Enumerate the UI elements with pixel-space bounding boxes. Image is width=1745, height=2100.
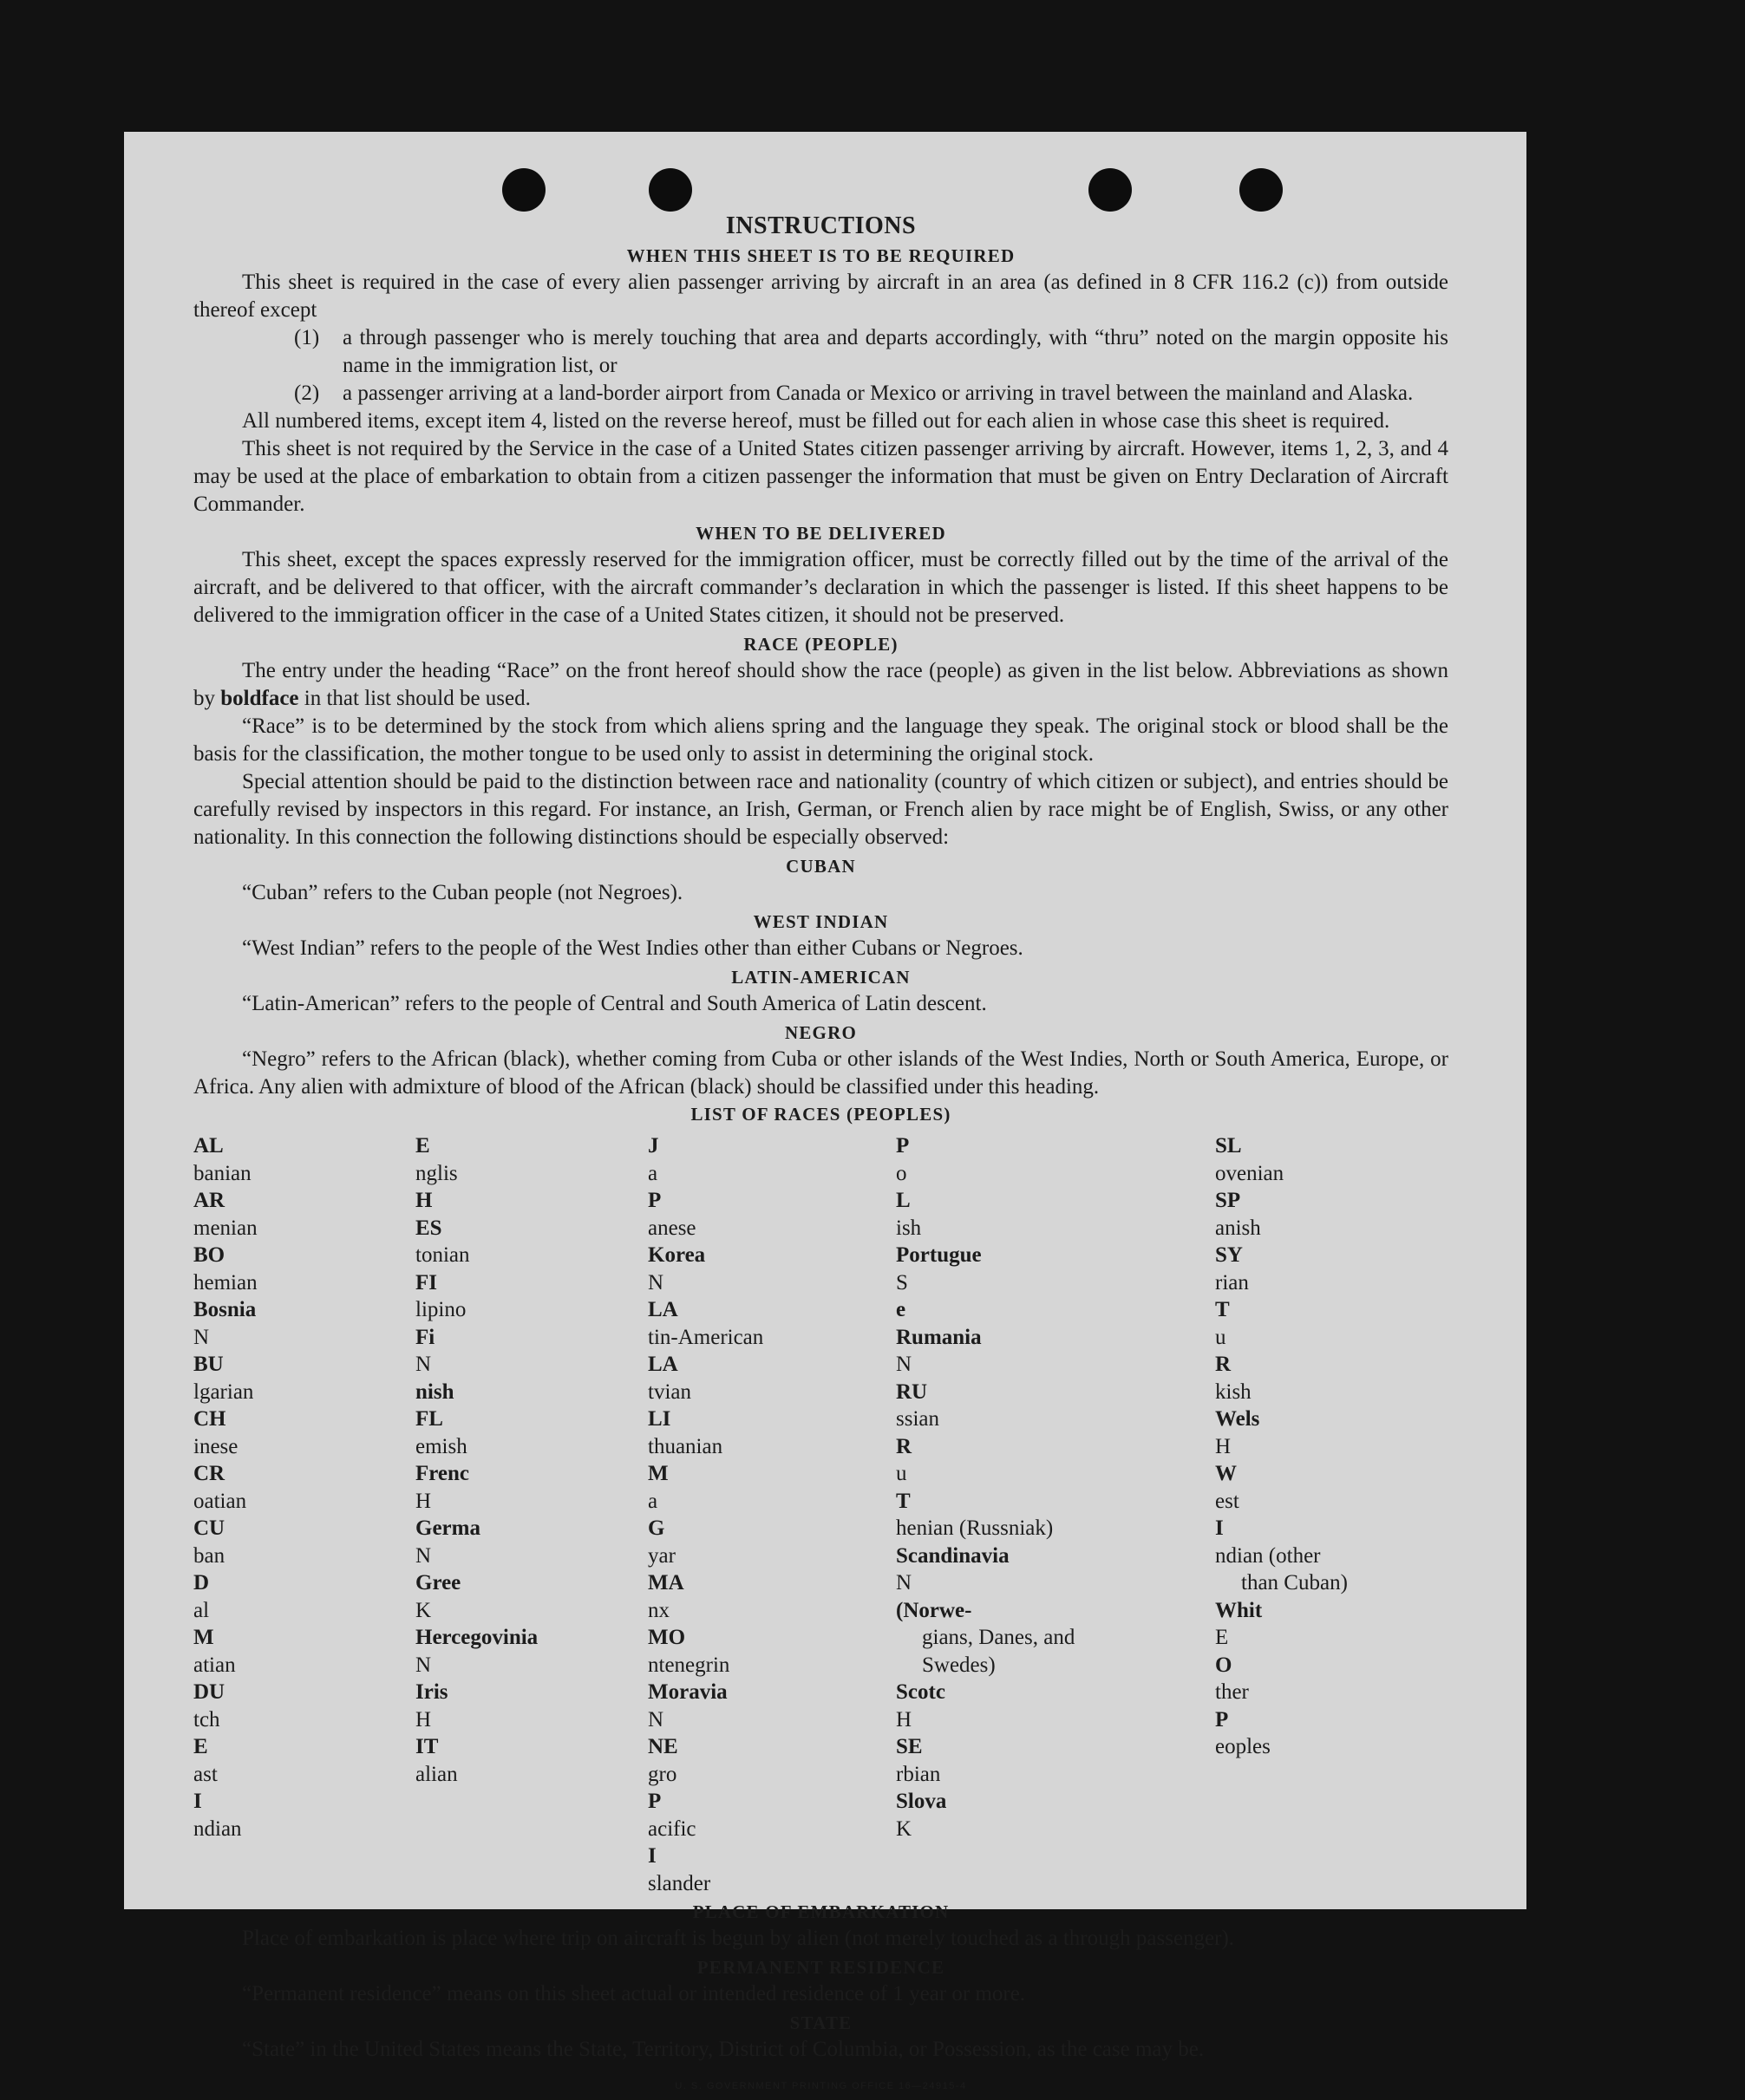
race-text: N — [896, 1353, 912, 1376]
race-text: H — [415, 1489, 432, 1513]
race-entry — [1215, 1569, 1441, 1597]
race-entry — [1215, 1597, 1441, 1652]
race-text: than Cuban) — [1241, 1571, 1348, 1595]
paragraph: “Negro” refers to the African (black), whether coming from Cuba or other islands of the West Indies, North or South America, Europe, or Africa. Any alien with admixture of blood of the African (black) should be classified under this heading. — [193, 1047, 1448, 1099]
race-entry — [648, 1405, 896, 1460]
heading-delivered: WHEN TO BE DELIVERED — [696, 523, 946, 544]
race-entry — [648, 1296, 896, 1351]
race-entry — [648, 1460, 896, 1569]
paragraph: Place of embarkation is place where trip on aircraft is begun by alien (not merely touched as a through passenger). — [242, 1927, 1235, 1950]
paragraph: “Race” is to be determined by the stock from which aliens spring and the language they speak. The original stock or blood shall be the basis for the classification, the mother tongue to be used only to assist in determining the original stock. — [193, 714, 1448, 766]
race-entry — [193, 1296, 415, 1351]
paragraph: “Latin-American” refers to the people of Central and South America of Latin descent. — [242, 992, 987, 1015]
race-abbrev: CH — [193, 1407, 226, 1431]
race-text: u — [1215, 1325, 1226, 1349]
race-entry — [1215, 1187, 1441, 1242]
race-abbrev: Hercegovinia — [415, 1626, 539, 1649]
race-text: N — [415, 1543, 432, 1568]
race-abbrev: CU — [193, 1516, 225, 1540]
race-abbrev: Moravia — [648, 1680, 728, 1704]
race-entry — [648, 1788, 896, 1897]
race-text: tin-American — [648, 1325, 764, 1349]
heading-permanent-residence: PERMANENT RESIDENCE — [696, 1957, 945, 1978]
race-abbrev: IT — [415, 1735, 439, 1758]
race-text: hemian — [193, 1270, 258, 1295]
list-item — [294, 324, 1448, 380]
race-abbrev: M — [648, 1462, 669, 1485]
race-text: N — [648, 1707, 664, 1732]
heading-required: WHEN THIS SHEET IS TO BE REQUIRED — [626, 245, 1016, 266]
race-entry — [193, 1132, 415, 1187]
race-text: lgarian — [193, 1379, 254, 1404]
race-text: N — [415, 1353, 432, 1376]
race-abbrev: J — [648, 1134, 659, 1158]
race-text: gro — [648, 1762, 677, 1786]
race-abbrev: Whit — [1215, 1598, 1263, 1622]
race-entry — [648, 1624, 896, 1679]
race-text: est — [1215, 1489, 1239, 1513]
race-entry — [648, 1351, 896, 1405]
race-text: K — [415, 1598, 432, 1622]
race-entry — [415, 1215, 648, 1269]
item-text: a through passenger who is merely touching that area and departs accordingly, with “thru” noted on the margin opposite his name in the immigration list, or — [343, 326, 1448, 377]
race-abbrev: e — [896, 1298, 906, 1321]
race-text: thuanian — [648, 1434, 723, 1458]
race-text: kish — [1215, 1379, 1252, 1404]
race-abbrev: nish — [415, 1379, 454, 1404]
race-abbrev: Korea — [648, 1243, 706, 1267]
race-abbrev: AL — [193, 1134, 224, 1158]
heading-embarkation: PLACE OF EMBARKATION — [692, 1901, 950, 1922]
punch-hole — [502, 168, 546, 212]
race-abbrev: Wels — [1215, 1407, 1260, 1431]
race-text: oatian — [193, 1489, 247, 1513]
race-abbrev: Iris — [415, 1680, 448, 1704]
race-text: S — [896, 1270, 908, 1295]
paragraph: Special attention should be paid to the distinction between race and nationality (country of which citizen or subject), and entries should be carefully revised by inspectors in this regard. For instance, an Irish, German, or French alien by race might be of English, Swiss, or any other nationality. In this connection the following distinctions should be especially observed: — [193, 770, 1448, 849]
race-abbrev: ES — [415, 1216, 442, 1240]
race-abbrev: W — [1215, 1462, 1237, 1485]
race-entry — [648, 1569, 896, 1624]
race-entry — [896, 1679, 1215, 1733]
race-text: rbian — [896, 1762, 941, 1786]
race-text: tvian — [648, 1379, 691, 1404]
race-text: alian — [415, 1762, 458, 1786]
race-abbrev: Gree — [415, 1571, 461, 1595]
race-text: u — [896, 1462, 907, 1485]
race-text: ssian — [896, 1407, 939, 1431]
race-text: slander — [648, 1871, 711, 1895]
race-entry — [415, 1405, 648, 1460]
race-abbrev: RU — [896, 1379, 928, 1404]
race-abbrev: LA — [648, 1298, 678, 1321]
paragraph: “State” in the United States means the State, Territory, District of Columbia, or Possession, as the case may be. — [242, 2038, 1205, 2061]
page-title: INSTRUCTIONS — [725, 212, 917, 239]
race-text: banian — [193, 1161, 252, 1185]
race-text: ish — [896, 1216, 922, 1240]
paragraph: This sheet is required in the case of every alien passenger arriving by aircraft in an area (as defined in 8 CFR 116.2 (c)) from outside thereof except — [193, 271, 1448, 322]
text-run: The entry under the heading “Race” on the front hereof should show the race (people) as given in the list below. Abbreviations as shown by — [193, 659, 1448, 710]
race-entry — [415, 1569, 648, 1624]
race-entry — [896, 1324, 1215, 1379]
race-entry — [648, 1242, 896, 1296]
race-text: lipino — [415, 1298, 467, 1321]
item-number: (2) — [294, 382, 320, 405]
race-entry — [415, 1269, 648, 1324]
race-abbrev: FI — [415, 1270, 437, 1295]
race-text: henian (Russniak) — [896, 1516, 1054, 1540]
race-abbrev: MA — [648, 1571, 684, 1595]
race-entry — [193, 1679, 415, 1733]
race-text: o — [896, 1161, 907, 1185]
race-abbrev: E — [415, 1134, 430, 1158]
heading-west-indian: WEST INDIAN — [753, 911, 889, 932]
race-abbrev: I — [193, 1790, 202, 1813]
race-text: ndian — [193, 1816, 242, 1841]
race-entry — [193, 1242, 415, 1296]
heading-races-list: LIST OF RACES (PEOPLES) — [690, 1104, 951, 1125]
race-text: Swedes) — [922, 1653, 996, 1677]
race-text: K — [896, 1816, 912, 1841]
race-text: nglis — [415, 1161, 458, 1185]
race-text: ndian (other — [1215, 1543, 1321, 1568]
race-entry — [896, 1242, 1215, 1324]
race-abbrev: (Norwe- — [896, 1598, 972, 1622]
race-abbrev: NE — [648, 1735, 678, 1758]
race-abbrev: Bosnia — [193, 1298, 257, 1321]
race-entry — [193, 1187, 415, 1242]
race-entry — [1215, 1296, 1441, 1405]
race-abbrev: H — [415, 1189, 433, 1212]
item-text: a passenger arriving at a land-border airport from Canada or Mexico or arriving in travel between the mainland and Alaska. — [343, 382, 1414, 405]
races-column — [648, 1132, 896, 1897]
race-text: anish — [1215, 1216, 1261, 1240]
race-entry — [896, 1652, 1215, 1679]
race-entry — [1215, 1405, 1441, 1460]
race-entry — [896, 1132, 1215, 1242]
race-text: atian — [193, 1653, 236, 1677]
race-text: yar — [648, 1543, 676, 1568]
race-entry — [193, 1733, 415, 1842]
race-entry — [896, 1379, 1215, 1433]
race-abbrev: AR — [193, 1189, 225, 1212]
race-abbrev: M — [193, 1626, 214, 1649]
race-abbrev: D — [193, 1571, 210, 1595]
races-list — [193, 1132, 1448, 1897]
race-abbrev: Portugue — [896, 1243, 982, 1267]
race-entry — [415, 1324, 648, 1406]
race-entry — [648, 1733, 896, 1788]
race-abbrev: Germa — [415, 1516, 480, 1540]
heading-state: STATE — [789, 2012, 853, 2033]
race-entry — [193, 1515, 415, 1569]
race-entry — [415, 1460, 648, 1515]
race-text: ntenegrin — [648, 1653, 730, 1677]
paragraph: “Permanent residence” means on this sheet actual or intended residence of 1 year or more. — [242, 1982, 1026, 2005]
race-text: H — [415, 1707, 432, 1732]
race-entry — [1215, 1242, 1441, 1296]
race-text: N — [193, 1325, 210, 1349]
race-text: ther — [1215, 1680, 1249, 1704]
race-entry — [415, 1733, 648, 1788]
race-text: rian — [1215, 1270, 1249, 1295]
race-text: H — [1215, 1434, 1232, 1458]
paragraph: All numbered items, except item 4, listed on the reverse hereof, must be filled out for each alien in whose case this sheet is required. — [242, 409, 1390, 433]
race-text: N — [896, 1571, 912, 1595]
race-abbrev: T — [1215, 1298, 1230, 1321]
race-entry — [193, 1351, 415, 1405]
race-abbrev: I — [648, 1844, 657, 1868]
paragraph: This sheet is not required by the Service in the case of a United States citizen passenger arriving by aircraft. However, items 1, 2, 3, and 4 may be used at the place of embarkation to obtain from a citizen passenger the information that must be given on Entry Declaration of Aircraft Commander. — [193, 437, 1448, 516]
race-entry — [1215, 1652, 1441, 1761]
race-entry — [193, 1460, 415, 1515]
printer-imprint: U. S. GOVERNMENT PRINTING OFFICE 16—24915-4 — [675, 2081, 967, 2091]
race-text: N — [648, 1270, 664, 1295]
race-entry — [896, 1788, 1215, 1842]
race-text: anese — [648, 1216, 696, 1240]
race-text: H — [896, 1707, 912, 1732]
race-entry — [415, 1132, 648, 1215]
heading-cuban: CUBAN — [786, 856, 856, 877]
race-text: a — [648, 1161, 658, 1185]
paragraph: This sheet, except the spaces expressly reserved for the immigration officer, must be correctly filled out by the time of the arrival of the aircraft, and be delivered to that officer, with the aircraft commander’s declaration in which the passenger is listed. If this sheet happens to be delivered to the immigration officer in the case of a United States citizen, it should not be preserved. — [193, 548, 1448, 627]
race-abbrev: P — [648, 1790, 662, 1813]
text-run: in that list should be used. — [298, 687, 531, 710]
race-abbrev: SY — [1215, 1243, 1243, 1267]
item-number: (1) — [294, 326, 320, 349]
race-entry — [1215, 1460, 1441, 1569]
race-text: menian — [193, 1216, 258, 1240]
race-text: ovenian — [1215, 1161, 1284, 1185]
race-abbrev: E — [193, 1735, 208, 1758]
race-abbrev: P — [648, 1189, 662, 1212]
punch-hole — [1088, 168, 1132, 212]
race-abbrev: I — [1215, 1516, 1224, 1540]
paragraph: “West Indian” refers to the people of the West Indies other than either Cubans or Negroes. — [242, 936, 1023, 960]
race-entry — [1215, 1132, 1441, 1187]
race-text: ast — [193, 1762, 218, 1786]
punch-hole — [649, 168, 692, 212]
race-abbrev: R — [896, 1434, 912, 1458]
race-abbrev: Frenc — [415, 1462, 470, 1485]
race-abbrev: SL — [1215, 1134, 1242, 1158]
boldface-word: boldface — [220, 687, 299, 710]
race-entry — [896, 1542, 1215, 1625]
race-abbrev: SP — [1215, 1189, 1241, 1212]
race-abbrev: BO — [193, 1243, 225, 1267]
race-text: nx — [648, 1598, 670, 1622]
race-abbrev: MO — [648, 1626, 686, 1649]
race-text: a — [648, 1489, 658, 1513]
race-entry — [648, 1132, 896, 1242]
race-abbrev: O — [1215, 1653, 1232, 1677]
races-column — [415, 1132, 648, 1897]
race-text: gians, Danes, and — [922, 1626, 1075, 1649]
race-abbrev: Fi — [415, 1325, 435, 1349]
race-abbrev: P — [1215, 1707, 1229, 1732]
heading-negro: NEGRO — [784, 1022, 857, 1043]
race-abbrev: LI — [648, 1407, 671, 1431]
race-text: al — [193, 1598, 210, 1622]
race-text: tch — [193, 1707, 220, 1732]
race-abbrev: FL — [415, 1407, 443, 1431]
race-text: inese — [193, 1434, 239, 1458]
race-text: eoples — [1215, 1735, 1271, 1758]
document-sheet — [124, 132, 1526, 2091]
paragraph: “Cuban” refers to the Cuban people (not Negroes). — [242, 881, 683, 904]
race-entry — [896, 1624, 1215, 1652]
race-entry — [648, 1679, 896, 1733]
race-entry — [415, 1679, 648, 1733]
race-entry — [193, 1405, 415, 1460]
paragraph — [193, 657, 1448, 713]
race-entry — [896, 1733, 1215, 1788]
heading-latin-american: LATIN-AMERICAN — [731, 967, 911, 988]
punch-hole — [1239, 168, 1283, 212]
race-text: emish — [415, 1434, 467, 1458]
race-abbrev: SE — [896, 1735, 923, 1758]
race-text: ban — [193, 1543, 225, 1568]
race-text: acific — [648, 1816, 696, 1841]
race-entry — [415, 1515, 648, 1569]
instructions-text — [193, 212, 1448, 2100]
race-abbrev: Scotc — [896, 1680, 945, 1704]
race-abbrev: Rumania — [896, 1325, 982, 1349]
races-column — [1215, 1132, 1441, 1897]
race-abbrev: BU — [193, 1353, 224, 1376]
race-abbrev: G — [648, 1516, 665, 1540]
race-abbrev: LA — [648, 1353, 678, 1376]
race-text: N — [415, 1653, 432, 1677]
race-entry — [193, 1569, 415, 1679]
race-abbrev: T — [896, 1489, 911, 1513]
race-entry — [896, 1433, 1215, 1542]
races-column — [896, 1132, 1215, 1897]
race-abbrev: R — [1215, 1353, 1232, 1376]
heading-race: RACE (PEOPLE) — [743, 634, 899, 655]
race-abbrev: Slova — [896, 1790, 947, 1813]
list-item — [294, 380, 1448, 408]
race-text: tonian — [415, 1243, 470, 1267]
race-entry — [415, 1624, 648, 1679]
races-column — [193, 1132, 415, 1897]
race-abbrev: P — [896, 1134, 910, 1158]
race-abbrev: DU — [193, 1680, 225, 1704]
race-abbrev: L — [896, 1189, 911, 1212]
race-text: E — [1215, 1626, 1229, 1649]
race-abbrev: Scandinavia — [896, 1543, 1010, 1568]
race-abbrev: CR — [193, 1462, 225, 1485]
